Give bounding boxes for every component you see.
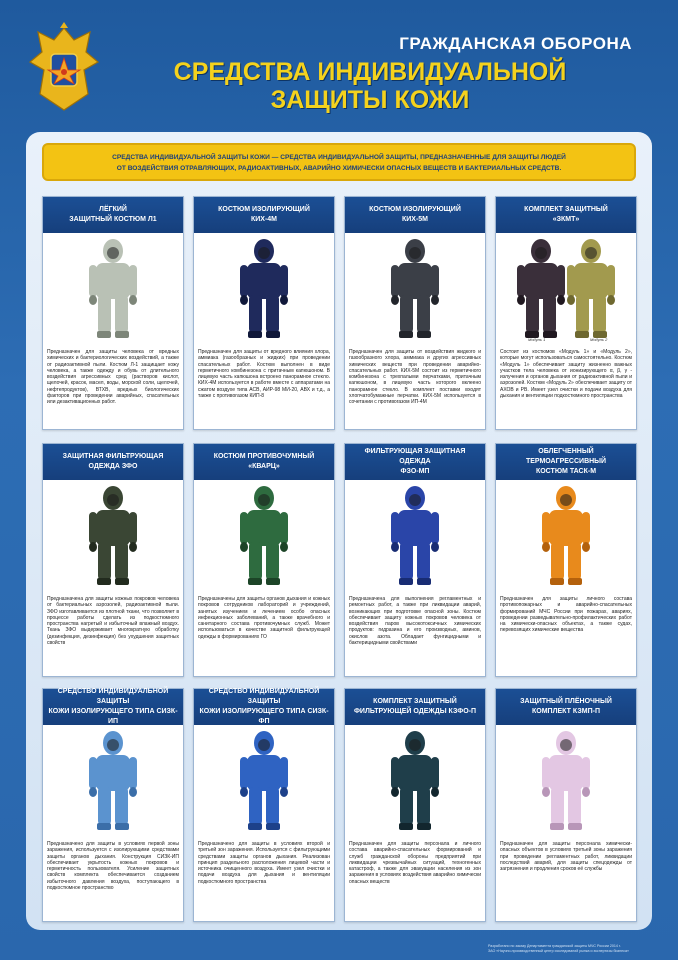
- suit-card-title-line2: ОДЕЖДА ЗФО: [88, 463, 138, 470]
- suit-figure: [89, 239, 137, 338]
- suit-card-description: Предназначено для защиты в условиях второй и третьей зон заражения. Используется с фильтрующими средствами защиты органов дыхания. Реализован принцип раздельного расположения лицевой части и источника очищенного воздуха. Имеет узел очистки и подачи воздуха для дыхания и вентиляции подкостюмного пространства: [198, 841, 330, 885]
- suit-card-title-line2: ЗАЩИТНЫЙ КОСТЮМ Л1: [69, 216, 157, 223]
- module1-label: Модуль 1: [528, 337, 546, 342]
- suit-card-title-line1: ЗАЩИТНАЯ ФИЛЬТРУЮЩАЯ: [62, 453, 164, 460]
- suit-photo: [496, 480, 636, 592]
- suit-card-title-line2: КИХ-5М: [401, 216, 428, 223]
- suit-photo: [194, 233, 334, 345]
- suit-illustration: [345, 725, 485, 837]
- definition-banner: [42, 143, 636, 181]
- suit-card-title-line1: КОМПЛЕКТ ЗАЩИТНЫЙ: [524, 206, 608, 213]
- suit-figure: [89, 486, 137, 585]
- suit-figure: [542, 486, 590, 585]
- suit-card: [42, 443, 184, 677]
- suit-photo: [496, 725, 636, 837]
- suit-figure: [391, 486, 439, 585]
- suit-card-title: [194, 444, 334, 480]
- page-title-line2: ЗАЩИТЫ КОЖИ: [270, 86, 470, 114]
- suit-figure: [391, 239, 439, 338]
- suit-figure: [517, 239, 565, 338]
- definition-text1: — СРЕДСТВА ИНДИВИДУАЛЬНОЙ ЗАЩИТЫ, ПРЕДНАЗНАЧЕННЫЕ ДЛЯ ЗАЩИТЫ ЛЮДЕЙ: [269, 154, 566, 161]
- suit-card-title-line1: ОБЛЕГЧЕННЫЙ ТЕРМОАГРЕССИВНЫЙ: [525, 448, 607, 465]
- suit-illustration: [194, 233, 334, 345]
- suit-card-title-line1: КОСТЮМ ИЗОЛИРУЮЩИЙ: [218, 206, 310, 213]
- header-civil-defense: ГРАЖДАНСКАЯ ОБОРОНА: [399, 34, 632, 53]
- suit-card-title-line1: СРЕДСТВО ИНДИВИДУАЛЬНОЙ ЗАЩИТЫ: [208, 688, 320, 705]
- definition-line1: [44, 152, 634, 163]
- suit-card-description: Предназначен для защиты личного состава противопожарных и аварийно-спасательных формирований МЧС России при пожарах, авариях, проведении разведывательно-профилактических работ на химически-опасных объектах, а также судах, перевозящих химические вещества: [500, 596, 632, 634]
- suit-photo: [194, 480, 334, 592]
- suit-card-description: Состоит из костюмов «Модуль 1» и «Модуль 2», которые могут использоваться самостоятельно. Костюм «Модуль 1» обеспечивает защиту жизненно важных участков тела человека от ионизирующего α, β, γ - излучения и органов дыхания от радиоактивной пыли и аэрозолей. Костюм «Модуль 2» обеспечивает защиту от АХОВ и РВ. Имеет узел очистки и подачи воздуха для дыхания и вентиляции подкостюмного пространства: [500, 349, 632, 400]
- suit-card-title-line2: ФИЛЬТРУЮЩЕЙ ОДЕЖДЫ КЗФО-П: [353, 708, 477, 715]
- suit-card-title-line1: ФИЛЬТРУЮЩАЯ ЗАЩИТНАЯ ОДЕЖДА: [364, 448, 466, 465]
- suit-card-title-line2: ФЗО-МП: [400, 468, 430, 475]
- suit-illustration: [43, 480, 183, 592]
- suit-card-description: Предназначена для защиты кожных покровов человека от бактериальных аэрозолей, радиоактивной пыли. ЗФО изготавливается из плотной ткани, что позволяет в процессе работы сделать из подкостюмного пространства нагретый и избыточный влажный воздух. Ткань ЗФО выдерживает многократную обработку (дезинфекция, дезинфекция) без ухудшения защитных свойств: [47, 596, 179, 647]
- suit-card-description: Предназначено для защиты в условиях первой зоны заражения, используется с изолирующими средствами защиты органов дыхания. Конструкция СИЗК-ИП обеспечивает укрытость кожных покровов и герметичность пользователя. Усиление защитных свойств комплекта обеспечивается созданием избыточного давления воздуха, поступающего в подкостюмное пространство: [47, 841, 179, 892]
- module2-label: Модуль 2: [590, 337, 608, 342]
- suit-card-description: Предназначен для защиты персонала и личного состава аварийно-спасательных формирований и служб гражданской обороны предприятий при ликвидации чрезвычайных ситуаций, техногенных катастроф, а также для эвакуации населения из зон заражения в условиях воздействия аварийно химически опасных веществ: [349, 841, 481, 885]
- suit-card-title-line1: СРЕДСТВО ИНДИВИДУАЛЬНОЙ ЗАЩИТЫ: [57, 688, 169, 705]
- suit-photo: [345, 480, 485, 592]
- suit-card-description: Предназначены для защиты органов дыхания и кожных покровов сотрудников лабораторий и учреждений, занятых изучением и лечением особо опасных инфекционных заболеваний, а также врачебного и санитарного состава противочумных служб. Может использоваться в качестве защитной фильтрующей одежды в формированиях ГО: [198, 596, 330, 640]
- suit-card-description: Предназначен для защиты от вредного влияния хлора, аммиака (газообразных и жидких) при проведении спасательных работ. Костюм выполнен в виде герметичного комбинезона с притачным капюшоном. В лицевую часть капюшона встроено панорамное стекло. КИХ-4М используется в работе вместе с аппаратами на сжатом воздухе типа АСВ, АИР-98 МИ-20, АВХ и т.д., а также с противогазом КИП-8: [198, 349, 330, 400]
- suit-photo: [43, 725, 183, 837]
- suit-card: [344, 443, 486, 677]
- suit-card-title-line2: КОЖИ ИЗОЛИРУЮЩЕГО ТИПА СИЗК-ИП: [48, 708, 178, 725]
- suit-illustration: [345, 480, 485, 592]
- suit-card: [42, 196, 184, 430]
- suit-card-title: [345, 197, 485, 233]
- suit-card-title-line2: КОСТЮМ ТАСК-М: [535, 468, 597, 475]
- suit-illustration: [194, 725, 334, 837]
- suit-figure: [89, 731, 137, 830]
- suit-card-description: Предназначен для защиты от воздействия жидкого и газообразного хлора, аммиака и других агрессивных химических веществ при проведении аварийно-спасательных работ. КИХ-5М состоит из герметичного комбинезона с трехпалыми перчатками, притачным капюшоном, в лицевую часть которого вклеено панорамное стекло. В комплект поставки входят хлопчатобумажные перчатки. КИХ-5М используется в сочетании с противогазом ИП-4М: [349, 349, 481, 406]
- suit-card: [344, 688, 486, 922]
- definition-term: СРЕДСТВА ИНДИВИДУАЛЬНОЙ ЗАЩИТЫ КОЖИ: [112, 154, 270, 161]
- suit-card: [193, 196, 335, 430]
- suit-photo: [345, 233, 485, 345]
- page-title: [130, 58, 610, 114]
- suit-illustration: [194, 480, 334, 592]
- suit-photo: [345, 725, 485, 837]
- suit-card: [193, 688, 335, 922]
- suit-figure: [567, 239, 615, 338]
- suit-figure: [391, 731, 439, 830]
- suit-card-title-line2: КИХ-4М: [250, 216, 277, 223]
- suit-illustration: [496, 725, 636, 837]
- suit-card-title: [43, 444, 183, 480]
- suit-card-title-line1: КОСТЮМ ИЗОЛИРУЮЩИЙ: [369, 206, 461, 213]
- suit-illustration: [43, 725, 183, 837]
- suit-figure: [240, 731, 288, 830]
- suit-card-title: [345, 689, 485, 725]
- suit-card-description: Предназначен для защиты человека от вредных химических и бактериологических воздействий, а также от радиоактивной пыли. Костюм Л-1 защищает кожу человека, а также одежду и обувь от длительного воздействия агрессивных сред (растворов кислот, щелочей, красок, масел, воды, морской соли, щелочей, нефтепродуктов), ВТХВ, вредных биологических факторов при проведении аварийных, спасательных или дезактивационных работ.: [47, 349, 179, 406]
- suit-photo: [496, 233, 636, 345]
- suit-card-title: [43, 197, 183, 233]
- suit-figure: [240, 239, 288, 338]
- suit-card: [42, 688, 184, 922]
- suit-card-title-line2: КОЖИ ИЗОЛИРУЮЩЕГО ТИПА СИЗК-ФП: [199, 708, 329, 725]
- definition-line2: ОТ ВОЗДЕЙСТВИЯ ОТРАВЛЯЮЩИХ, РАДИОАКТИВНЫХ, АВАРИЙНО ХИМИЧЕСКИ ОПАСНЫХ ВЕЩЕСТВ И БАКТЕРИАЛЬНЫХ СРЕДСТВ.: [116, 165, 562, 172]
- mchs-emblem-icon: [28, 18, 100, 118]
- suit-card-title-line2: КОМПЛЕКТ КЗМП-П: [532, 708, 600, 715]
- suit-card-title: [496, 444, 636, 480]
- suit-photo: [43, 480, 183, 592]
- suit-card-title: [345, 444, 485, 480]
- suit-illustration: [345, 233, 485, 345]
- suit-illustration: [496, 233, 636, 345]
- suit-card: [495, 688, 637, 922]
- suit-card-title: [194, 197, 334, 233]
- suit-card: [344, 196, 486, 430]
- suit-figure: [542, 731, 590, 830]
- suit-card-description: Предназначена для выполнения регламентных и ремонтных работ, а также при ликвидации аварий, возникающих при подготовке опасной зоны. Костюм обеспечивает защиту кожных покровов человека от воздействия паров высокотоксичных химических продуктов: гидразина и его производных, аминов, окислов азота. Обладает фунгицидными и бактерицидными свойствами: [349, 596, 481, 647]
- suit-card-title-line1: ЛЁГКИЙ: [99, 206, 127, 213]
- page-title-line1: СРЕДСТВА ИНДИВИДУАЛЬНОЙ: [173, 58, 567, 86]
- footer-line2: ЗАО «Научно-производственный центр исследований рынка и экспертизы бизнеса»: [488, 949, 629, 953]
- suit-photo: [43, 233, 183, 345]
- suit-card-title: [43, 689, 183, 725]
- suit-card-title-line1: КОМПЛЕКТ ЗАЩИТНЫЙ: [373, 698, 457, 705]
- suit-card-title-line2: «ЗКМТ»: [552, 216, 580, 223]
- suit-figure: [240, 486, 288, 585]
- suit-illustration: [43, 233, 183, 345]
- suit-card-title-line1: ЗАЩИТНЫЙ ПЛЁНОЧНЫЙ: [520, 698, 612, 705]
- suit-card: [193, 443, 335, 677]
- suit-card-title: [496, 197, 636, 233]
- suit-illustration: [496, 480, 636, 592]
- suit-card-title: [496, 689, 636, 725]
- suit-card-title: [194, 689, 334, 725]
- suit-card-description: Предназначен для защиты персонала химически-опасных объектов в условиях третьей зоны заражения при проведении регламентных работ, ликвидации последствий аварий, для защиты спецодежды от загрязнения и продления сроков её службы: [500, 841, 632, 873]
- footer-credits: [488, 944, 668, 954]
- footer-line1: Разработано по заказу Департамента гражданской защиты МЧС России 2014 г.: [488, 944, 621, 948]
- suit-photo: [194, 725, 334, 837]
- suit-card: [495, 196, 637, 430]
- suit-card-title-line1: КОСТЮМ ПРОТИВОЧУМНЫЙ «КВАРЦ»: [213, 453, 315, 470]
- suit-card: [495, 443, 637, 677]
